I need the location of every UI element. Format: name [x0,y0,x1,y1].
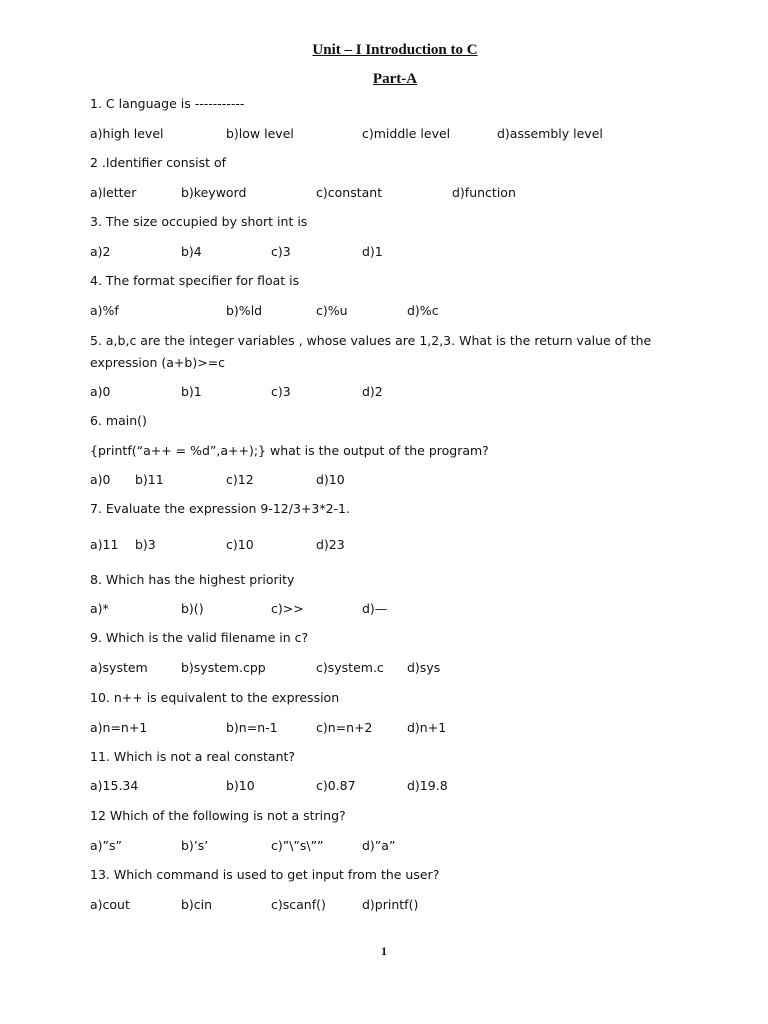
question-11-text: 11. Which is not a real constant? [90,749,296,764]
question-12-option-a: a)”s” [90,838,123,853]
question-6-option-a: a)0 [90,472,111,487]
question-5-option-b: b)1 [181,384,202,399]
question-13-option-a: a)cout [90,897,130,912]
question-9-text: 9. Which is the valid filename in c? [90,630,309,645]
page-number: 1 [381,944,387,958]
question-12-option-c: c)”\”s\”” [271,838,324,853]
question-9-option-a: a)system [90,660,148,675]
question-3-option-a: a)2 [90,244,111,259]
question-2-option-c: c)constant [316,185,383,200]
question-7-option-b: b)3 [135,537,156,552]
question-2-text: 2 .Identifier consist of [90,155,227,170]
question-9-option-d: d)sys [407,660,441,675]
question-13-option-c: c)scanf() [271,897,326,912]
question-8-option-d: d)— [362,601,388,616]
question-5-option-c: c)3 [271,384,291,399]
question-6-option-b: b)11 [135,472,164,487]
question-10-option-c: c)n=n+2 [316,720,373,735]
question-11-option-a: a)15.34 [90,778,139,793]
question-5-text: 5. a,b,c are the integer variables , whose values are 1,2,3. What is the return value of the [90,333,652,348]
question-9-option-b: b)system.cpp [181,660,266,675]
question-4-option-c: c)%u [316,303,348,318]
question-4-option-d: d)%c [407,303,439,318]
question-6-option-d: d)10 [316,472,345,487]
question-8-option-c: c)>> [271,601,304,616]
question-5-option-d: d)2 [362,384,383,399]
question-7-option-d: d)23 [316,537,345,552]
question-6-text: 6. main() [90,413,147,428]
question-4-option-a: a)%f [90,303,119,318]
question-12-option-b: b)’s’ [181,838,209,853]
question-1-option-c: c)middle level [362,126,451,141]
question-2-option-b: b)keyword [181,185,247,200]
question-2-option-a: a)letter [90,185,137,200]
question-12-option-d: d)”a” [362,838,396,853]
question-5-text-continued: expression (a+b)>=c [90,355,226,370]
page-title: Unit – I Introduction to C [312,42,478,58]
question-8-text: 8. Which has the highest priority [90,572,295,587]
section-heading: Part-A [372,71,418,87]
question-8-option-b: b)() [181,601,204,616]
question-12-text: 12 Which of the following is not a string? [90,808,346,823]
question-1-text: 1. C language is ----------- [90,96,245,111]
question-6-text-continued: {printf(“a++ = %d”,a++);} what is the output of the program? [90,443,489,458]
question-9-option-c: c)system.c [316,660,384,675]
question-1-option-a: a)high level [90,126,164,141]
question-7-text: 7. Evaluate the expression 9-12/3+3*2-1. [90,501,350,516]
question-13-option-b: b)cin [181,897,213,912]
question-10-option-a: a)n=n+1 [90,720,148,735]
question-11-option-c: c)0.87 [316,778,356,793]
question-11-option-d: d)19.8 [407,778,448,793]
question-3-option-c: c)3 [271,244,291,259]
question-6-option-c: c)12 [226,472,254,487]
question-1-option-b: b)low level [226,126,294,141]
question-10-text: 10. n++ is equivalent to the expression [90,690,340,705]
question-4-option-b: b)%ld [226,303,263,318]
question-3-option-b: b)4 [181,244,202,259]
question-5-option-a: a)0 [90,384,111,399]
question-4-text: 4. The format specifier for float is [90,273,300,288]
question-7-option-c: c)10 [226,537,254,552]
question-3-option-d: d)1 [362,244,383,259]
question-11-option-b: b)10 [226,778,255,793]
question-7-option-a: a)11 [90,537,119,552]
question-3-text: 3. The size occupied by short int is [90,214,308,229]
question-13-option-d: d)printf() [362,897,419,912]
question-8-option-a: a)* [90,601,109,616]
question-13-text: 13. Which command is used to get input from the user? [90,867,440,882]
question-2-option-d: d)function [452,185,516,200]
question-10-option-b: b)n=n-1 [226,720,278,735]
question-1-option-d: d)assembly level [497,126,603,141]
question-10-option-d: d)n+1 [407,720,447,735]
